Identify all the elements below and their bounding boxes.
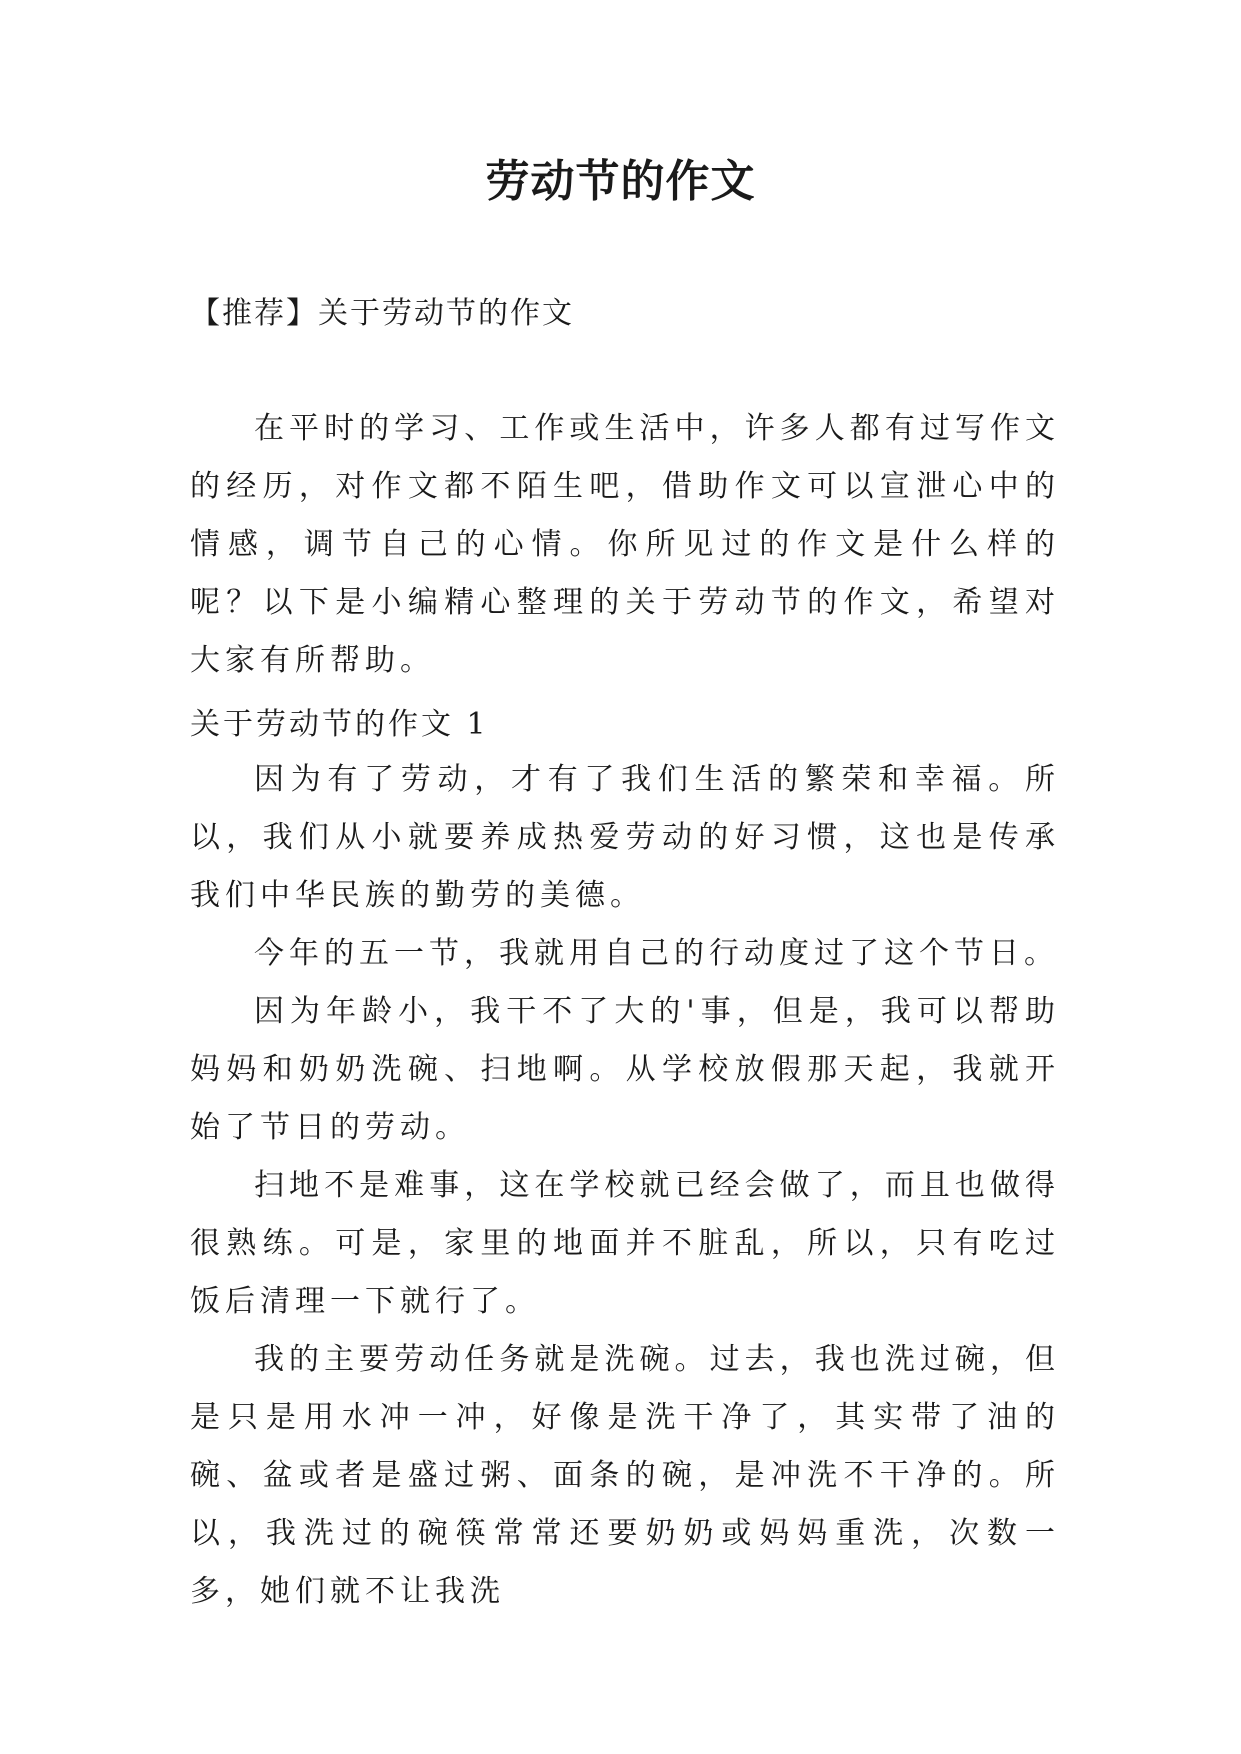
essay-paragraph: 因为年龄小，我干不了大的'事，但是，我可以帮助妈妈和奶奶洗碗、扫地啊。从学校放假那天起，我就开始了节日的劳动。 (190, 994, 1060, 1145)
intro-paragraph: 在平时的学习、工作或生活中，许多人都有过写作文的经历，对作文都不陌生吧，借助作文可以宣泄心中的情感，调节自己的心情。你所见过的作文是什么样的呢？以下是小编精心整理的关于劳动节的作文，希望对大家有所帮助。 (190, 411, 1060, 678)
essay-paragraph: 我的主要劳动任务就是洗碗。过去，我也洗过碗，但是只是用水冲一冲，好像是洗干净了，其实带了油的碗、盆或者是盛过粥、面条的碗，是冲洗不干净的。所以，我洗过的碗筷常常还要奶奶或妈妈重洗，次数一多，她们就不让我洗 (190, 1342, 1060, 1609)
section-heading: 关于劳动节的作文 1 (190, 707, 489, 742)
intro-block (190, 400, 1060, 690)
essay-paragraph: 因为有了劳动，才有了我们生活的繁荣和幸福。所以，我们从小就要养成热爱劳动的好习惯，这也是传承我们中华民族的勤劳的美德。 (190, 762, 1060, 913)
essay-paragraph: 扫地不是难事，这在学校就已经会做了，而且也做得很熟练。可是，家里的地面并不脏乱，所以，只有吃过饭后清理一下就行了。 (190, 1168, 1060, 1319)
essay-paragraph: 今年的五一节，我就用自己的行动度过了这个节日。 (254, 936, 1059, 971)
document-title: 劳动节的作文 (485, 156, 756, 207)
essay-body (190, 751, 1060, 1621)
document-subtitle: 【推荐】关于劳动节的作文 (190, 296, 574, 331)
